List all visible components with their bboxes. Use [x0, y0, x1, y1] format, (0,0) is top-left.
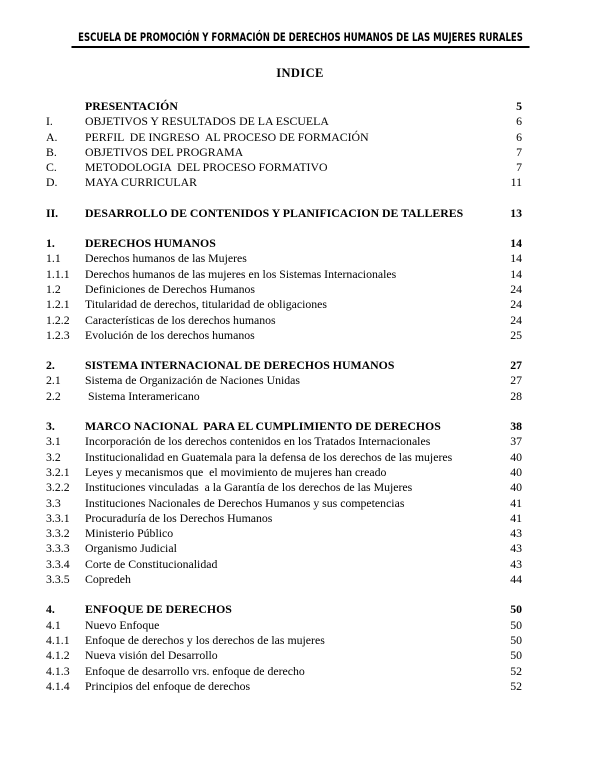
toc-entry-label: SISTEMA INTERNACIONAL DE DERECHOS HUMANOS [85, 358, 395, 373]
toc-entry-label: OBJETIVOS DEL PROGRAMA [85, 144, 244, 159]
toc-entry-label: Titularidad de derechos, titularidad de obligaciones [85, 297, 327, 312]
toc-entry-number: 3.3.3 [46, 541, 70, 556]
toc-entry-number: 3.2.2 [46, 480, 70, 495]
toc-entry-number: 3.1 [46, 434, 61, 449]
toc-entry-number: A. [46, 129, 58, 144]
toc-entry-number: 2. [46, 358, 55, 373]
toc-entry-label: Instituciones vinculadas a la Garantía de los derechos de las Mujeres [85, 480, 413, 495]
toc-entry-page: 52 [510, 678, 522, 693]
toc-entry-number: 1.1 [46, 251, 61, 266]
toc-entry-page: 41 [510, 495, 522, 510]
toc-group [46, 99, 522, 191]
toc-entry-number: 3.3.1 [46, 510, 70, 525]
toc-entry-page: 43 [510, 526, 522, 541]
toc-entry-page: 40 [510, 464, 522, 479]
toc-row [46, 511, 522, 526]
toc-row [46, 297, 522, 312]
toc-entry-label: Evolución de los derechos humanos [85, 327, 255, 342]
toc-entry-page: 11 [510, 175, 522, 190]
toc-entry-page: 14 [510, 266, 522, 281]
toc-entry-page: 40 [510, 449, 522, 464]
toc-row [46, 99, 522, 114]
toc-entry-label: PRESENTACIÓN [85, 99, 178, 113]
toc-row [46, 160, 522, 175]
toc-entry-page: 13 [510, 205, 522, 220]
toc-entry-page: 43 [510, 556, 522, 571]
toc-row [46, 145, 522, 160]
toc-row [46, 282, 522, 297]
toc-entry-number: 1. [46, 236, 55, 251]
toc-entry-number: 1.2.1 [46, 297, 70, 312]
toc-entry-number: D. [46, 175, 58, 190]
toc-entry-number: 2.1 [46, 373, 61, 388]
toc-row [46, 618, 522, 633]
toc-row [46, 496, 522, 511]
toc-entry-label: Enfoque de desarrollo vrs. enfoque de derecho [85, 663, 305, 678]
toc-row [46, 236, 522, 251]
toc-entry-number: 3.3 [46, 495, 61, 510]
toc-row [46, 175, 522, 190]
toc-entry-label: Derechos humanos de las Mujeres [85, 251, 247, 266]
toc-entry-label: Procuraduría de los Derechos Humanos [85, 510, 273, 525]
toc-group [46, 206, 522, 221]
toc-entry-label: Incorporación de los derechos contenidos en los Tratados Internacionales [85, 434, 431, 449]
toc-entry-label: Derechos humanos de las mujeres en los Sistemas Internacionales [85, 266, 397, 281]
toc-entry-label: MAYA CURRICULAR [85, 175, 197, 190]
toc-entry-page: 27 [510, 358, 522, 373]
toc-entry-page: 44 [510, 572, 522, 587]
toc-group [46, 602, 522, 694]
toc-entry-page: 7 [516, 144, 522, 159]
toc-entry-label: Nueva visión del Desarrollo [85, 648, 218, 663]
toc-entry-page: 14 [510, 251, 522, 266]
toc-entry-number: 1.1.1 [46, 266, 70, 281]
toc-entry-number: 1.2 [46, 281, 61, 296]
toc-entry-number: I. [46, 114, 53, 129]
document-title: ESCUELA DE PROMOCIÓN Y FORMACIÓN DE DERECHOS HUMANOS DE LAS MUJERES RURALES [71, 30, 529, 48]
toc-entry-label: Ministerio Público [85, 526, 174, 541]
toc-entry-label: Principios del enfoque de derechos [85, 678, 251, 693]
toc-entry-number: 3.3.4 [46, 556, 70, 571]
document-header [0, 30, 600, 48]
toc-row [46, 664, 522, 679]
toc-entry-page: 50 [510, 632, 522, 647]
toc-entry-number: B. [46, 144, 57, 159]
toc-entry-label: Institucionalidad en Guatemala para la defensa de los derechos de las mujeres [85, 449, 453, 464]
toc-entry-page: 50 [510, 648, 522, 663]
toc-entry-page: 6 [516, 129, 522, 144]
toc-entry-label: Características de los derechos humanos [85, 312, 276, 327]
toc-row [46, 526, 522, 541]
toc-row [46, 679, 522, 694]
toc-entry-number: 2.2 [46, 388, 61, 403]
toc-entry-page: 50 [510, 602, 522, 617]
toc-row [46, 251, 522, 266]
toc-entry-number: 4.1.4 [46, 678, 70, 693]
toc-entry-number: 3.3.2 [46, 526, 70, 541]
toc-entry-page: 6 [516, 114, 522, 129]
toc-entry-label: OBJETIVOS Y RESULTADOS DE LA ESCUELA [85, 114, 329, 129]
toc-row [46, 114, 522, 129]
toc-entry-number: 1.2.2 [46, 312, 70, 327]
table-of-contents [46, 99, 522, 694]
toc-row [46, 541, 522, 556]
toc-entry-label: Corte de Constitucionalidad [85, 556, 218, 571]
toc-entry-page: 24 [510, 297, 522, 312]
toc-entry-page: 40 [510, 480, 522, 495]
toc-entry-page: 27 [510, 373, 522, 388]
toc-row [46, 450, 522, 465]
toc-entry-number: C. [46, 160, 57, 175]
toc-entry-label: MARCO NACIONAL PARA EL CUMPLIMIENTO DE DERECHOS [85, 419, 441, 434]
toc-entry-number: 3.2.1 [46, 464, 70, 479]
toc-entry-label: Organismo Judicial [85, 541, 177, 556]
toc-entry-page: 43 [510, 541, 522, 556]
toc-entry-number: 1.2.3 [46, 327, 70, 342]
toc-entry-number: 4.1.2 [46, 648, 70, 663]
toc-row [46, 267, 522, 282]
toc-entry-number: II. [46, 205, 59, 220]
toc-entry-label: DESARROLLO DE CONTENIDOS Y PLANIFICACION DE TALLERES [85, 205, 464, 220]
toc-entry-page: 37 [510, 434, 522, 449]
toc-entry-label: Enfoque de derechos y los derechos de las mujeres [85, 632, 325, 647]
toc-entry-page: 24 [510, 312, 522, 327]
toc-entry-page: 52 [510, 663, 522, 678]
toc-entry-number: 3.3.5 [46, 572, 70, 587]
toc-entry-number: 4. [46, 602, 55, 617]
toc-group [46, 236, 522, 343]
toc-row [46, 557, 522, 572]
toc-row [46, 648, 522, 663]
toc-entry-label: Instituciones Nacionales de Derechos Humanos y sus competencias [85, 495, 405, 510]
toc-entry-label: Copredeh [85, 572, 131, 587]
toc-row [46, 572, 522, 587]
toc-entry-number: 4.1.1 [46, 632, 70, 647]
toc-row [46, 206, 522, 221]
toc-entry-label: Definiciones de Derechos Humanos [85, 281, 256, 296]
toc-entry-page: 7 [516, 160, 522, 175]
toc-row [46, 419, 522, 434]
toc-heading: INDICE [276, 66, 324, 80]
toc-entry-label: METODOLOGIA DEL PROCESO FORMATIVO [85, 160, 328, 175]
toc-entry-page: 28 [510, 388, 522, 403]
toc-row [46, 465, 522, 480]
toc-entry-number: 4.1.3 [46, 663, 70, 678]
toc-row [46, 480, 522, 495]
toc-group [46, 419, 522, 587]
toc-entry-number: 3. [46, 419, 55, 434]
toc-entry-page: 50 [510, 617, 522, 632]
toc-entry-page: 25 [510, 327, 522, 342]
toc-row [46, 633, 522, 648]
toc-row [46, 358, 522, 373]
toc-group [46, 358, 522, 404]
toc-entry-page: 38 [510, 419, 522, 434]
toc-row [46, 434, 522, 449]
toc-entry-page: 24 [510, 281, 522, 296]
toc-entry-page: 5 [516, 99, 522, 113]
toc-entry-page: 14 [510, 236, 522, 251]
toc-entry-label: Leyes y mecanismos que el movimiento de mujeres han creado [85, 464, 387, 479]
toc-entry-number: 4.1 [46, 617, 61, 632]
toc-entry-label: PERFIL DE INGRESO AL PROCESO DE FORMACIÓN [85, 129, 369, 144]
toc-entry-label: Nuevo Enfoque [85, 617, 160, 632]
toc-row [46, 313, 522, 328]
toc-row [46, 328, 522, 343]
toc-entry-label: DERECHOS HUMANOS [85, 236, 216, 251]
toc-row [46, 602, 522, 617]
toc-entry-label: ENFOQUE DE DERECHOS [85, 602, 232, 617]
toc-entry-number: 3.2 [46, 449, 61, 464]
toc-row [46, 130, 522, 145]
toc-row [46, 373, 522, 388]
toc-entry-page: 41 [510, 510, 522, 525]
toc-entry-label: Sistema Interamericano [85, 388, 200, 403]
toc-row [46, 389, 522, 404]
toc-entry-label: Sistema de Organización de Naciones Unidas [85, 373, 301, 388]
